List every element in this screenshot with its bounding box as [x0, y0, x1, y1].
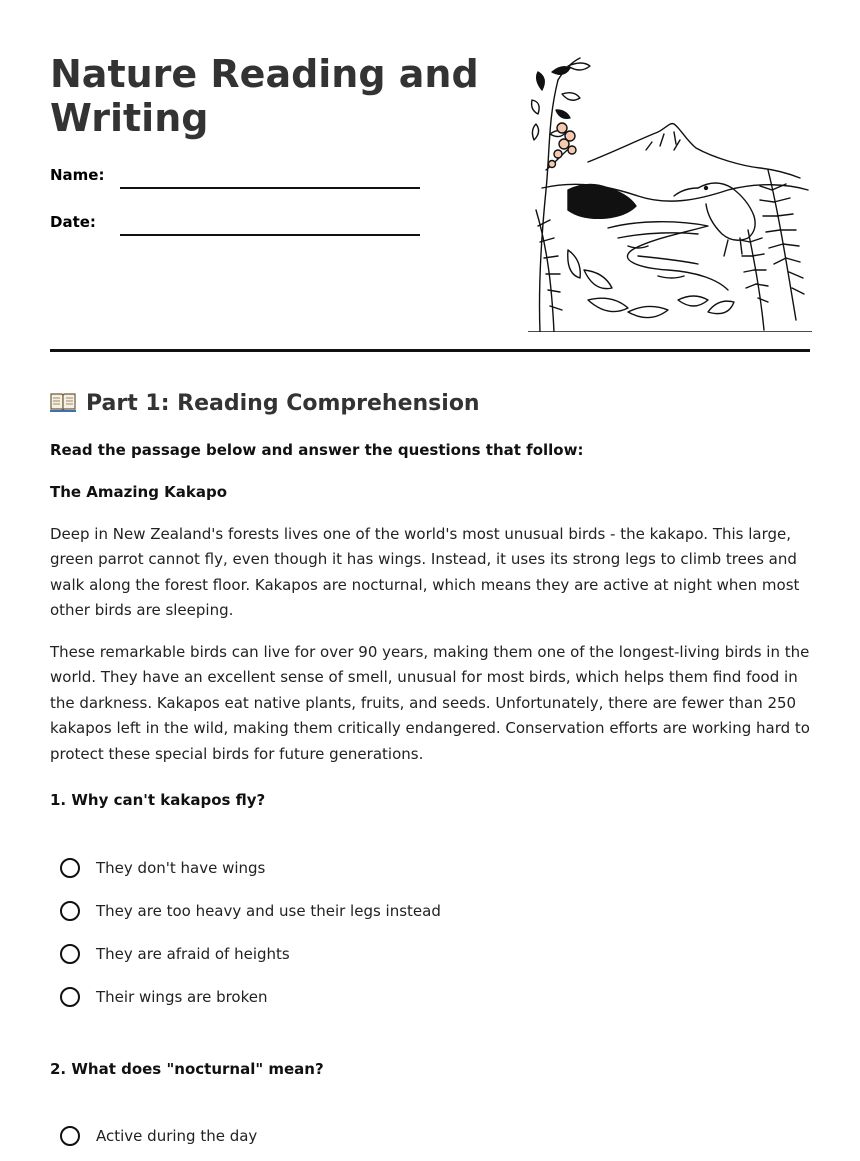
radio-button[interactable]	[60, 944, 80, 964]
q1-option-a[interactable]	[60, 855, 265, 881]
date-label: Date:	[50, 213, 96, 231]
question-1: 1. Why can't kakapos fly?	[50, 791, 266, 809]
radio-button[interactable]	[60, 858, 80, 878]
passage-paragraph: These remarkable birds can live for over 90 years, making them one of the longest-living birds in the world. They have an excellent sense of smell, unusual for most birds, which helps them find food in the darkness. Kakapos eat native plants, fruits, and seeds. Unfortunately, there are fewer than 250 kakapos left in the wild, making them critically endangered. Conservation efforts are working hard to protect these special birds for future generations.	[50, 643, 810, 763]
q1-option-d[interactable]	[60, 984, 268, 1010]
worksheet-title: Nature Reading and Writing	[50, 52, 479, 140]
landscape-illustration	[528, 50, 812, 332]
question-2: 2. What does "nocturnal" mean?	[50, 1060, 324, 1078]
q2-option-a[interactable]	[60, 1123, 257, 1149]
radio-button[interactable]	[60, 901, 80, 921]
radio-button[interactable]	[60, 987, 80, 1007]
q1-option-c[interactable]	[60, 941, 290, 967]
date-line[interactable]	[120, 234, 420, 236]
name-line[interactable]	[120, 187, 420, 189]
passage-title: The Amazing Kakapo	[50, 483, 228, 501]
name-label: Name:	[50, 166, 105, 184]
option-label: They are afraid of heights	[96, 945, 290, 963]
q1-option-b[interactable]	[60, 898, 441, 924]
section-divider	[50, 349, 810, 352]
part1-heading-text: Part 1: Reading Comprehension	[86, 391, 480, 416]
radio-button[interactable]	[60, 1126, 80, 1146]
open-book-icon	[50, 391, 76, 413]
option-label: Their wings are broken	[96, 988, 268, 1006]
passage-paragraph: Deep in New Zealand's forests lives one of the world's most unusual birds - the kakapo. This large, green parrot cannot fly, even though it has wings. Instead, it uses its strong legs to climb trees and walk along the forest floor. Kakapos are nocturnal, which means they are active at night when most other birds are sleeping.	[50, 525, 800, 620]
option-label: Active during the day	[96, 1127, 258, 1145]
option-label: They are too heavy and use their legs instead	[96, 902, 441, 920]
option-label: They don't have wings	[96, 859, 266, 877]
instructions: Read the passage below and answer the questions that follow:	[50, 441, 584, 459]
part1-heading	[50, 388, 480, 420]
